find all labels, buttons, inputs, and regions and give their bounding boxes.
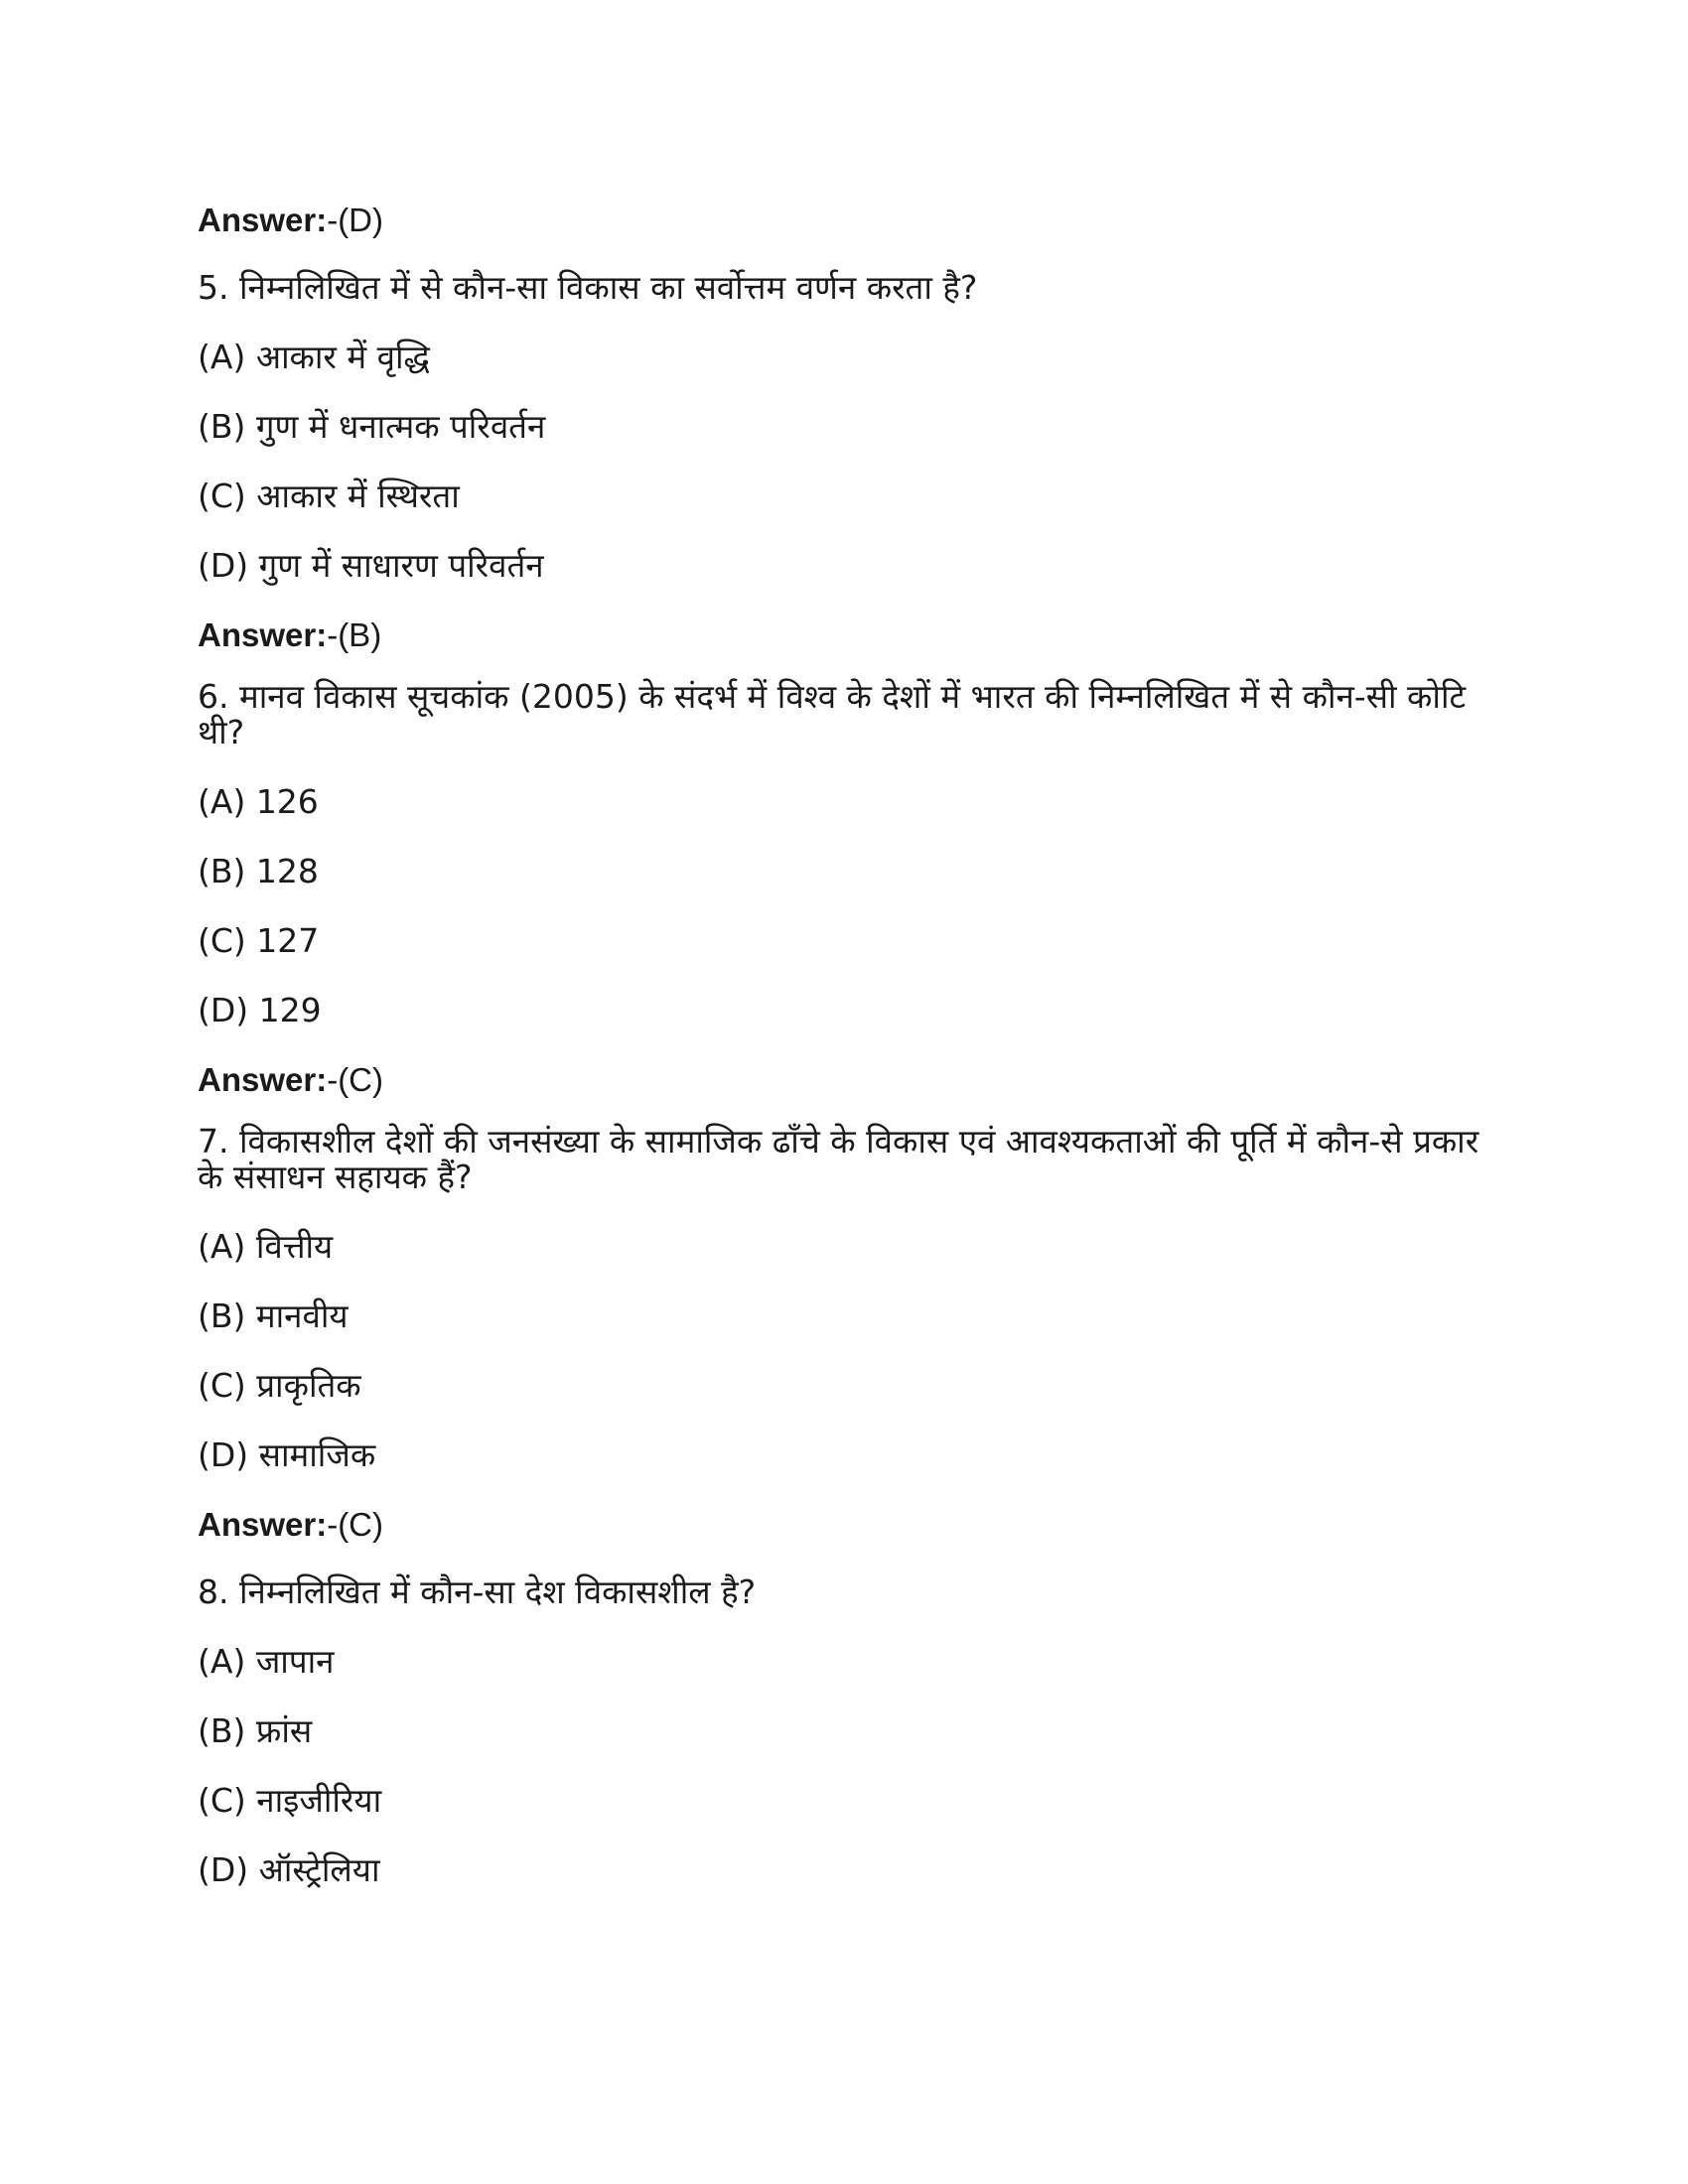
question-5-option-b: (B) गुण में धनात्मक परिवर्तन	[198, 407, 546, 446]
question-6-option-d: (D) 129	[198, 991, 322, 1029]
answer-label: Answer:	[198, 616, 328, 653]
answer-value: -(B)	[327, 616, 382, 653]
question-5-option-d: (D) गुण में साधारण परिवर्तन	[198, 546, 544, 585]
question-6-option-a: (A) 126	[198, 782, 319, 821]
answer-label: Answer:	[198, 202, 328, 238]
answer-value: -(C)	[327, 1506, 384, 1543]
question-8-option-b: (B) फ्रांस	[198, 1711, 313, 1750]
question-8: 8. निम्नलिखित में कौन-सा देश विकासशील है?	[198, 1572, 757, 1611]
question-8-option-d: (D) ऑस्ट्रेलिया	[198, 1850, 380, 1889]
question-5-option-c: (C) आकार में स्थिरता	[198, 477, 460, 515]
answer-label: Answer:	[198, 1506, 328, 1543]
question-8-option-c: (C) नाइजीरिया	[198, 1781, 382, 1820]
question-8-option-a: (A) जापान	[198, 1642, 335, 1681]
question-5-option-a: (A) आकार में वृद्धि	[198, 338, 430, 376]
question-7-option-d: (D) सामाजिक	[198, 1435, 376, 1474]
answer-line	[198, 612, 1508, 659]
answer-value: -(D)	[327, 202, 384, 238]
question-7-option-c: (C) प्राकृतिक	[198, 1366, 361, 1405]
answer-line	[198, 1056, 1508, 1104]
answer-line	[198, 1501, 1508, 1549]
answer-label: Answer:	[198, 1061, 328, 1098]
answer-value: -(C)	[327, 1061, 384, 1098]
question-5: 5. निम्नलिखित में से कौन-सा विकास का सर्वोत्तम वर्णन करता है?	[198, 268, 978, 307]
question-6-option-b: (B) 128	[198, 852, 319, 890]
question-7: 7. विकासशील देशों की जनसंख्या के सामाजिक ढाँचे के विकास एवं आवश्यकताओं की पूर्ति में कौन-से प्रकार के संसाधन सहायक हैं?	[198, 1122, 1479, 1196]
question-6: 6. मानव विकास सूचकांक (2005) के संदर्भ में विश्व के देशों में भारत की निम्नलिखित में से कौन-सी कोटि थी?	[198, 677, 1467, 751]
question-7-option-b: (B) मानवीय	[198, 1297, 349, 1335]
answer-line	[198, 197, 1508, 244]
question-7-option-a: (A) वित्तीय	[198, 1227, 334, 1266]
question-6-option-c: (C) 127	[198, 921, 320, 960]
document-page	[198, 197, 1508, 1916]
